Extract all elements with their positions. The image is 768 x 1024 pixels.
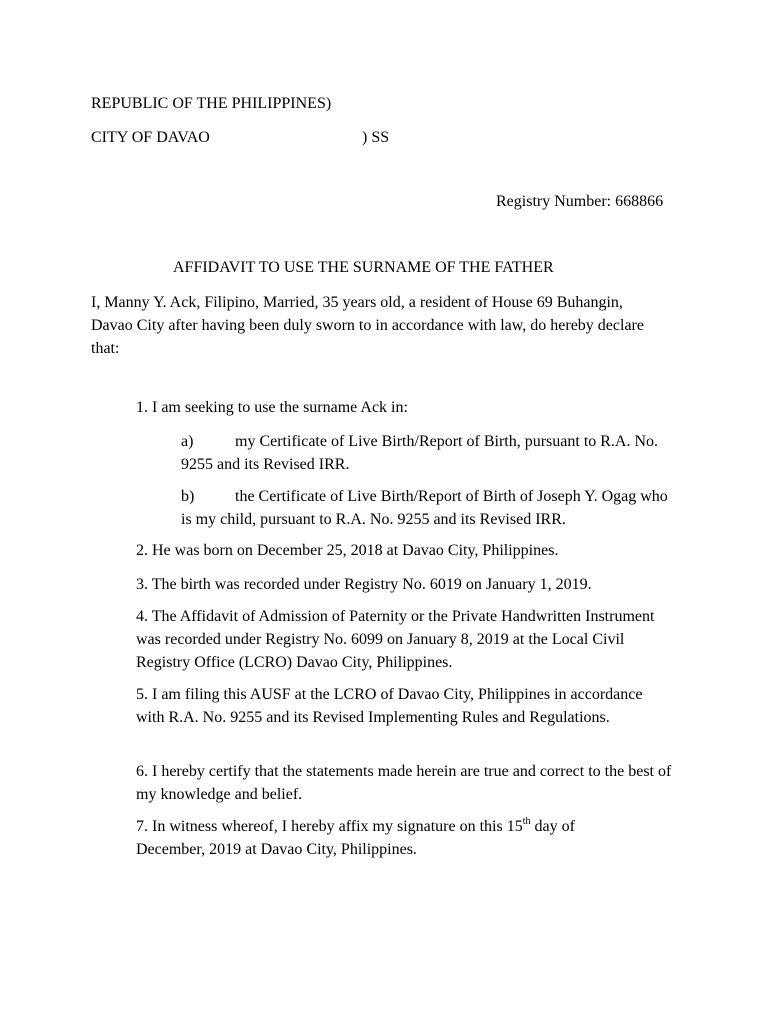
header-city: CITY OF DAVAO <box>91 129 210 146</box>
item-3: 3. The birth was recorded under Registry No. 6019 on January 1, 2019. <box>136 576 592 593</box>
registry-number: Registry Number: 668866 <box>496 193 664 210</box>
sub-item-b-label: b) <box>181 488 195 505</box>
item-5: 5. I am filing this AUSF at the LCRO of Davao City, Philippines in accordance with R.A. No. 9255 and its Revised Implementing Rules and Regulations. <box>136 686 643 726</box>
sub-item-b <box>181 485 671 531</box>
header-ss: ) SS <box>362 129 390 146</box>
item-6: 6. I hereby certify that the statements made herein are true and correct to the best of my knowledge and belief. <box>136 763 672 803</box>
sub-item-a-label: a) <box>181 433 194 450</box>
document-title: AFFIDAVIT TO USE THE SURNAME OF THE FATHER <box>173 259 554 276</box>
item-7-ordinal-suffix: th <box>522 815 531 827</box>
intro-paragraph: I, Manny Y. Ack, Filipino, Married, 35 years old, a resident of House 69 Buhangin, Davao City after having been duly sworn to in accordance with law, do hereby declare that: <box>91 294 644 357</box>
item-4: 4. The Affidavit of Admission of Paternity or the Private Handwritten Instrument was recorded under Registry No. 6099 on January 8, 2019 at the Local Civil Registry Office (LCRO) Davao City, Philippines. <box>136 608 655 671</box>
item-7 <box>136 815 636 861</box>
item-7-text-post: day of December, 2019 at Davao City, Philippines. <box>136 818 575 858</box>
sub-item-b-text: the Certificate of Live Birth/Report of Birth of Joseph Y. Ogag who is my child, pursuant to R.A. No. 9255 and its Revised IRR. <box>181 488 668 528</box>
item-7-text-pre: 7. In witness whereof, I hereby affix my signature on this 15 <box>136 818 523 835</box>
sub-item-a-text: my Certificate of Live Birth/Report of Birth, pursuant to R.A. No. 9255 and its Revised IRR. <box>181 433 659 473</box>
item-1: 1. I am seeking to use the surname Ack in: <box>136 399 408 416</box>
sub-item-a <box>181 430 665 476</box>
header-republic: REPUBLIC OF THE PHILIPPINES) <box>91 95 332 112</box>
item-2: 2. He was born on December 25, 2018 at Davao City, Philippines. <box>136 542 559 559</box>
